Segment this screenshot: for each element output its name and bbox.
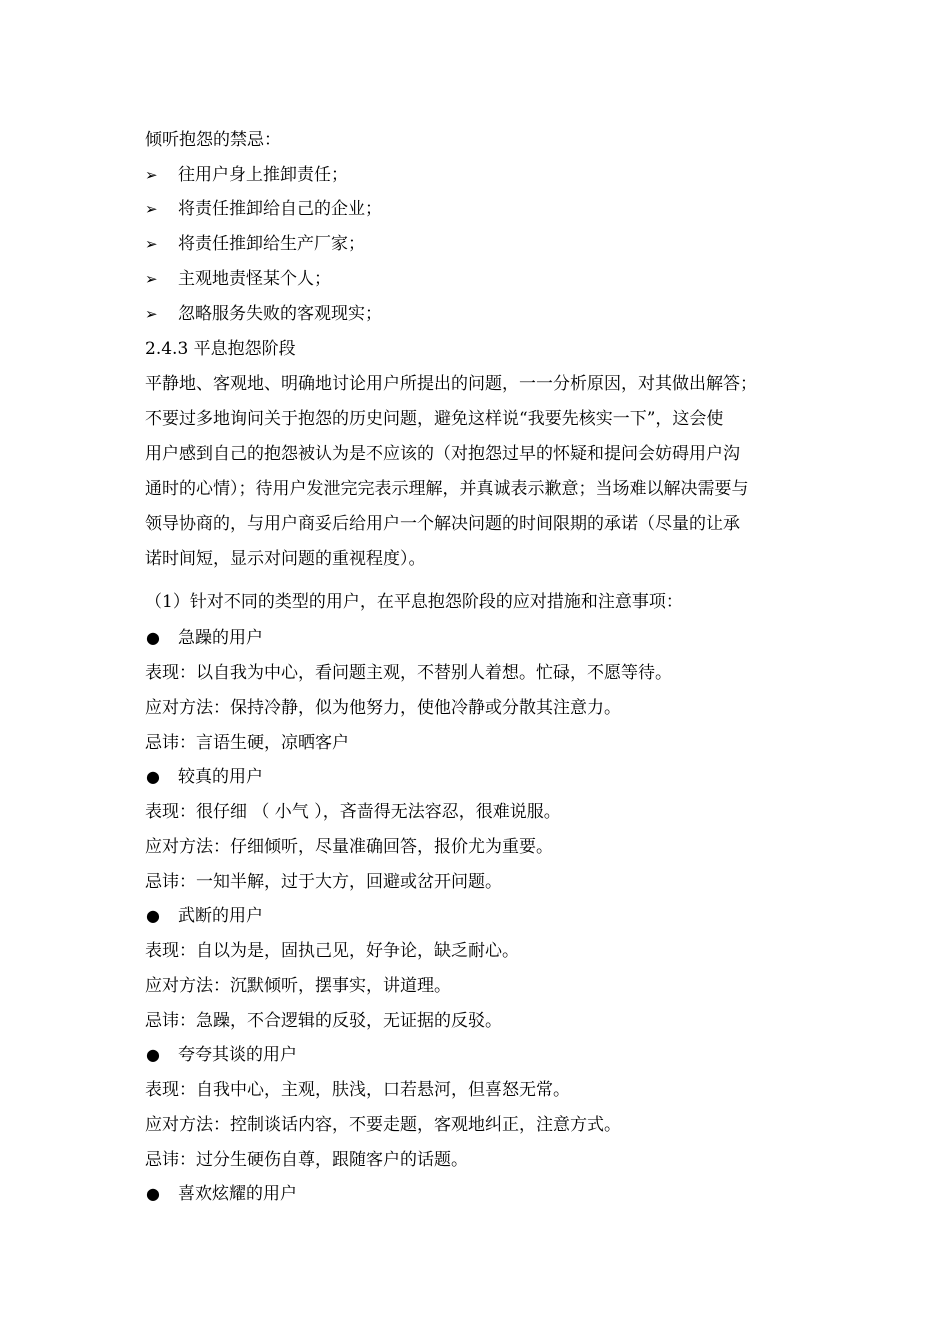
arrow-bullet-icon: ➢ — [145, 305, 158, 323]
user-type-name: 急躁的用户 — [178, 628, 263, 648]
taboos-heading: 倾听抱怨的禁忌： — [145, 130, 281, 150]
paragraph-line: 领导协商的，与用户商妥后给用户一个解决问题的时间限期的承诺（尽量的让承 — [145, 514, 740, 534]
taboo-item: 往用户身上推卸责任； — [178, 165, 348, 185]
bullet-dot-icon: ● — [146, 628, 160, 647]
taboo-text: 忌讳：急躁，不合逻辑的反驳，无证据的反驳。 — [145, 1011, 502, 1031]
paragraph-line: 用户感到自己的抱怨被认为是不应该的（对抱怨过早的怀疑和提问会妨碍用户沟 — [145, 444, 740, 464]
bullet-dot-icon: ● — [146, 1045, 160, 1064]
subheading: （1）针对不同的类型的用户，在平息抱怨阶段的应对措施和注意事项： — [145, 592, 683, 612]
user-type-name: 武断的用户 — [178, 906, 263, 926]
taboo-item: 主观地责怪某个人； — [178, 269, 331, 289]
arrow-bullet-icon: ➢ — [145, 200, 158, 218]
arrow-bullet-icon: ➢ — [145, 235, 158, 253]
bullet-dot-icon: ● — [146, 767, 160, 786]
taboo-text: 忌讳：过分生硬伤自尊，跟随客户的话题。 — [145, 1150, 468, 1170]
performance-text: 表现：自我中心，主观，肤浅，口若悬河，但喜怒无常。 — [145, 1080, 570, 1100]
performance-text: 表现：很仔细 （ 小气 ），吝啬得无法容忍，很难说服。 — [145, 802, 561, 822]
taboo-text: 忌讳：一知半解，过于大方，回避或岔开问题。 — [145, 872, 502, 892]
method-text: 应对方法：仔细倾听，尽量准确回答，报价尤为重要。 — [145, 837, 553, 857]
bullet-dot-icon: ● — [146, 1184, 160, 1203]
method-text: 应对方法：保持冷静，似为他努力，使他冷静或分散其注意力。 — [145, 698, 621, 718]
user-type-name: 喜欢炫耀的用户 — [178, 1184, 297, 1204]
performance-text: 表现：以自我为中心，看问题主观，不替别人着想。忙碌，不愿等待。 — [145, 663, 672, 683]
section-heading: 2.4.3 平息抱怨阶段 — [145, 339, 296, 359]
taboo-text: 忌讳：言语生硬，凉晒客户 — [145, 733, 349, 753]
arrow-bullet-icon: ➢ — [145, 166, 158, 184]
method-text: 应对方法：控制谈话内容，不要走题，客观地纠正，注意方式。 — [145, 1115, 621, 1135]
taboo-item: 将责任推卸给自己的企业； — [178, 199, 382, 219]
taboo-item: 将责任推卸给生产厂家； — [178, 234, 365, 254]
arrow-bullet-icon: ➢ — [145, 270, 158, 288]
paragraph-line: 平静地、客观地、明确地讨论用户所提出的问题，一一分析原因，对其做出解答； — [145, 374, 757, 394]
taboo-item: 忽略服务失败的客观现实； — [178, 304, 382, 324]
paragraph-line: 通时的心情）；待用户发泄完完表示理解，并真诚表示歉意；当场难以解决需要与 — [145, 479, 749, 499]
performance-text: 表现：自以为是，固执己见，好争论，缺乏耐心。 — [145, 941, 519, 961]
method-text: 应对方法：沉默倾听，摆事实，讲道理。 — [145, 976, 451, 996]
user-type-name: 较真的用户 — [178, 767, 263, 787]
paragraph-line: 不要过多地询问关于抱怨的历史问题，避免这样说“我要先核实一下”，这会使 — [145, 409, 724, 429]
user-type-name: 夸夸其谈的用户 — [178, 1045, 297, 1065]
paragraph-line: 诺时间短，显示对问题的重视程度）。 — [145, 549, 426, 569]
bullet-dot-icon: ● — [146, 906, 160, 925]
